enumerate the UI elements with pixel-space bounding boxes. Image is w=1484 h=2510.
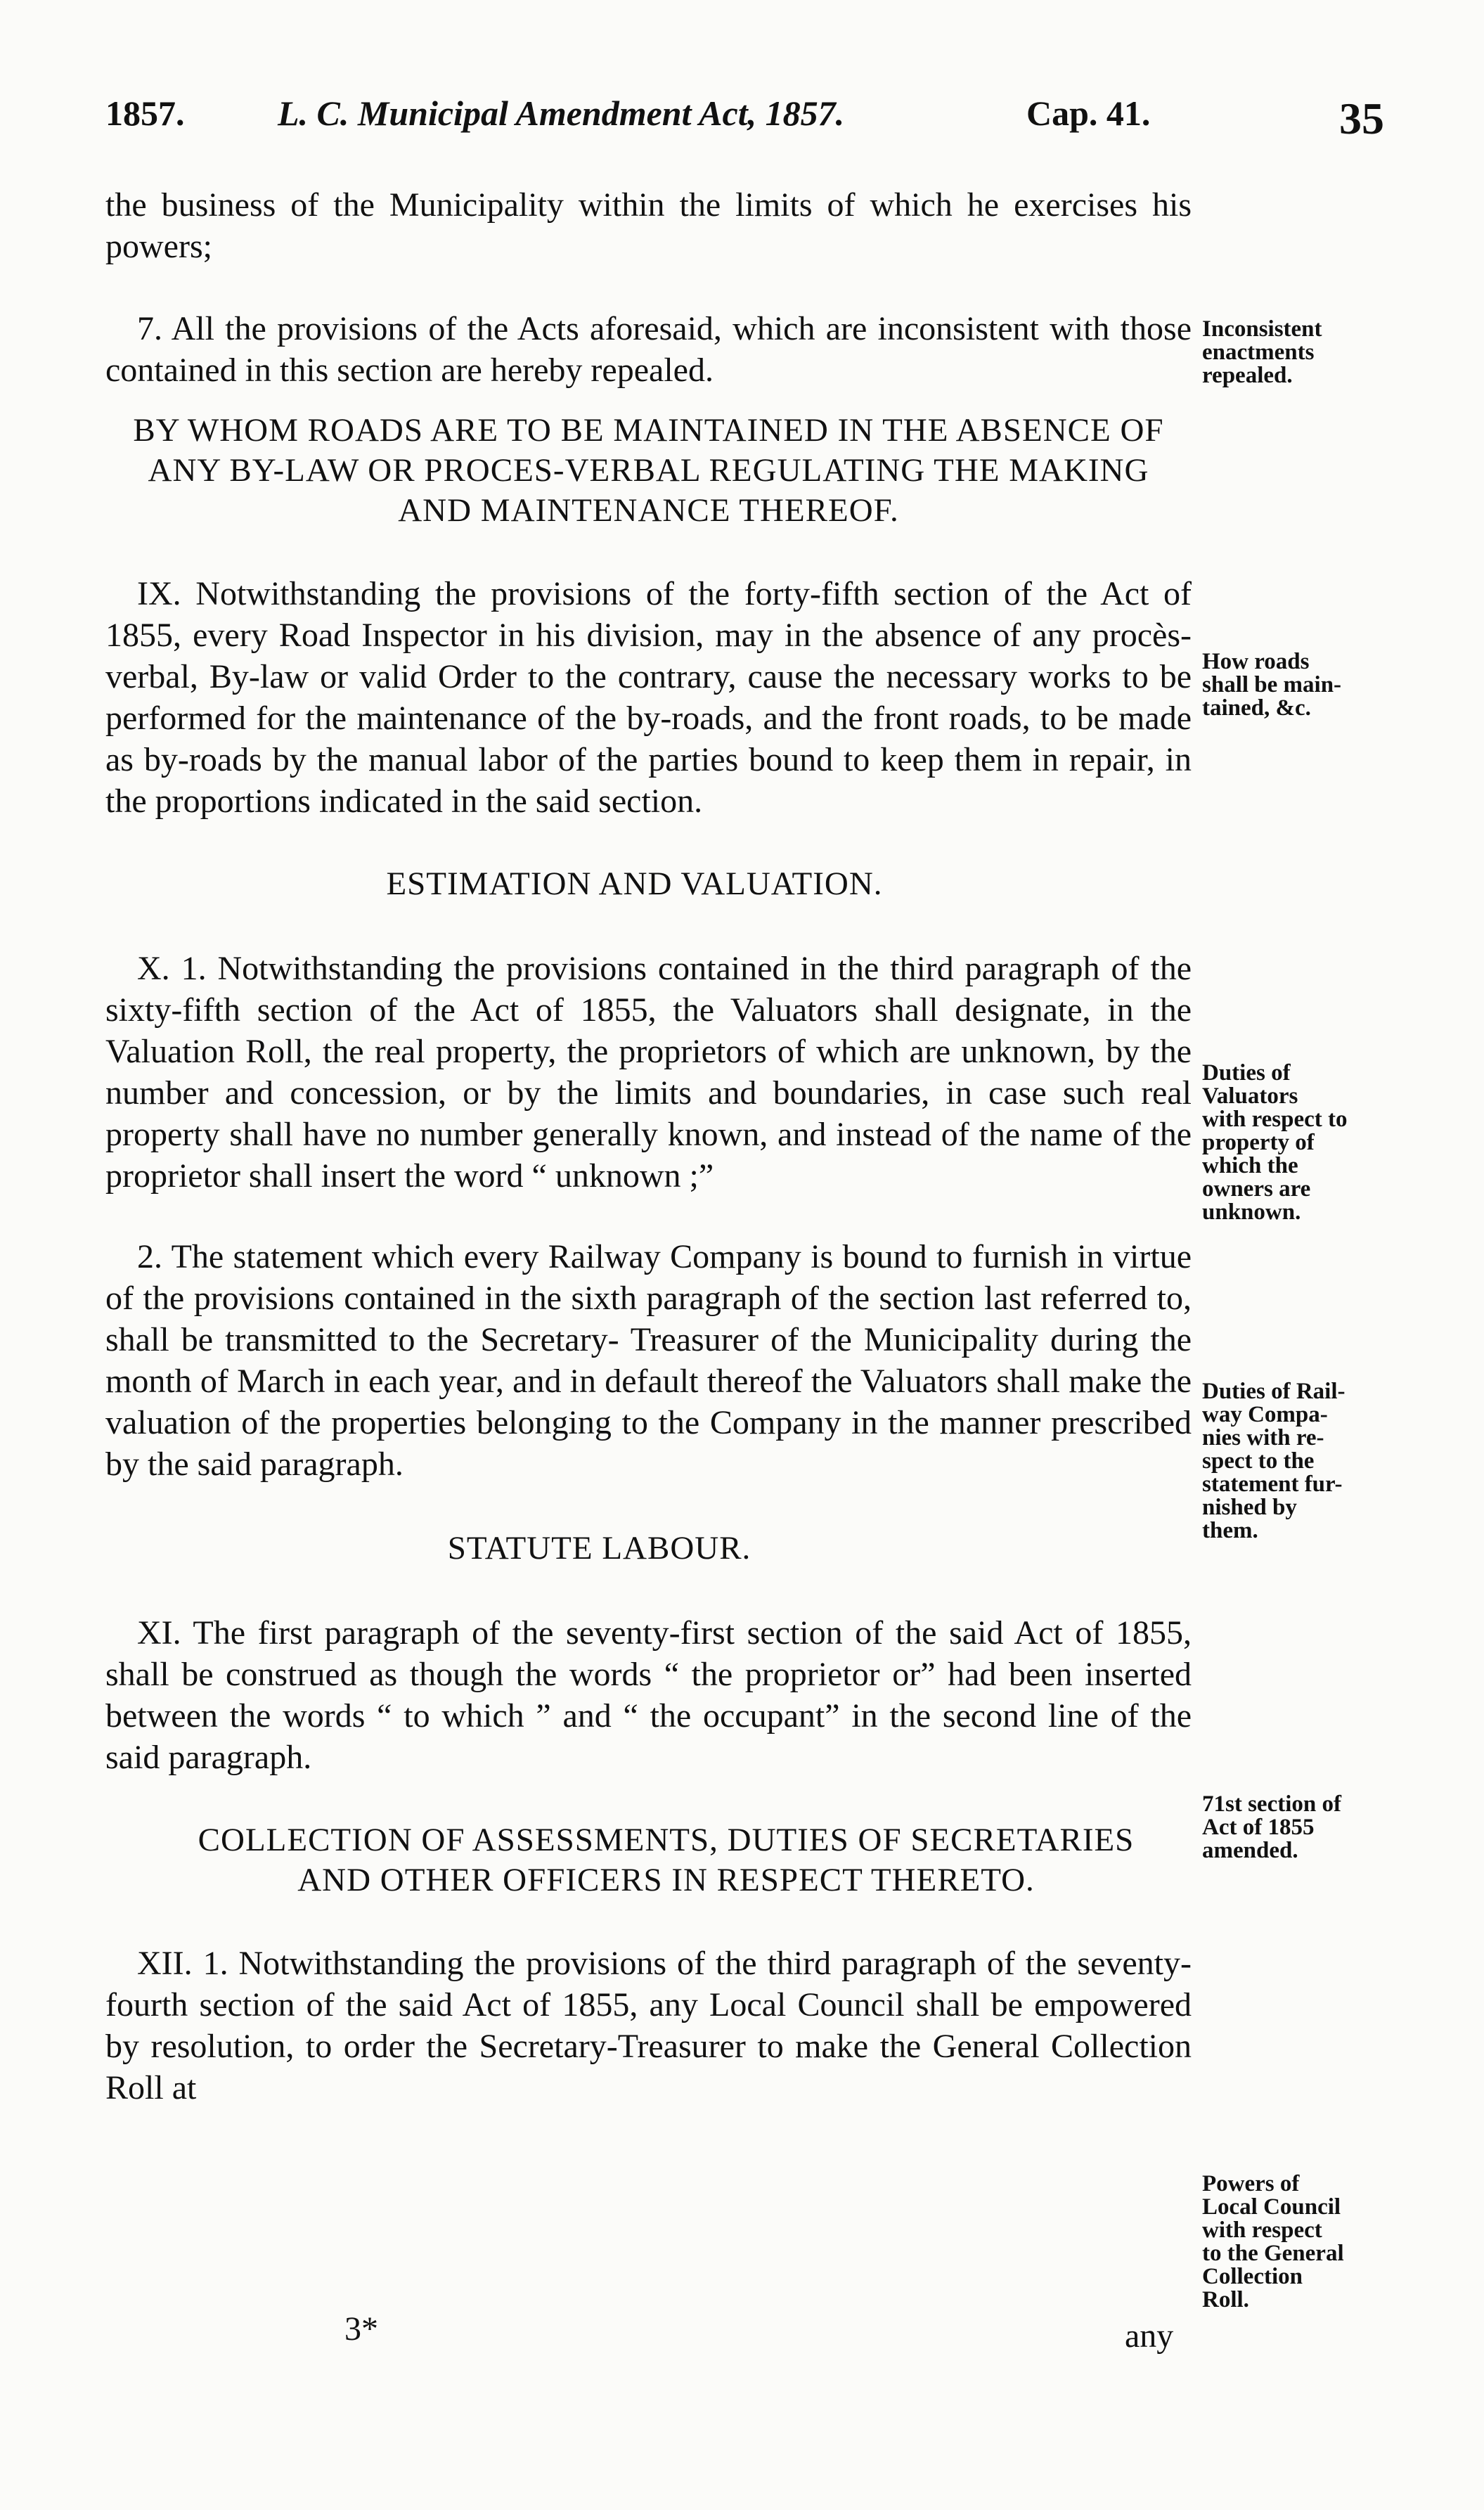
paragraph-xii-1: XII. 1. Notwithstanding the provisions of the third paragraph of the seventy-fourth section of the said Act of 1855, any Local Council shall be empowered by resolution, to order the Secretary-Treasurer to make the General Collection Roll at	[105, 1945, 1192, 2106]
running-head-year: 1857.	[105, 94, 185, 133]
margin-note: Duties of Valuators with respect to property of which the owners are unknown.	[1202, 1060, 1348, 1225]
margin-note: Inconsistent enactments repealed.	[1202, 316, 1322, 388]
running-head-title: L. C. Municipal Amendment Act, 1857.	[278, 94, 845, 133]
page-number: 35	[1339, 94, 1384, 143]
paragraph-continuation: the business of the Municipality within the limits of which he exercises his powers;	[105, 186, 1192, 265]
section-heading-statute-labour: STATUTE LABOUR.	[447, 1530, 751, 1566]
paragraph-xi: XI. The first paragraph of the seventy-first section of the said Act of 1855, shall be construed as though the words “ the proprietor or” had been inserted between the words “ to which ” and “ the occupant” in the second line of the said paragraph.	[105, 1614, 1192, 1776]
document-page	[105, 0, 1427, 2510]
section-heading-roads: BY WHOM ROADS ARE TO BE MAINTAINED IN THE ABSENCE OF ANY BY-LAW OR PROCES-VERBAL REGULATING THE MAKING AND MAINTENANCE THEREOF.	[133, 412, 1164, 529]
margin-note: Powers of Local Council with respect to the General Collection Roll.	[1202, 2171, 1344, 2312]
section-heading-valuation: ESTIMATION AND VALUATION.	[386, 865, 883, 902]
catchword: any	[1125, 2317, 1174, 2355]
running-head-chapter: Cap. 41.	[1026, 94, 1151, 133]
paragraph-7: 7. All the provisions of the Acts aforesaid, which are inconsistent with those contained in this section are hereby repealed.	[105, 310, 1192, 389]
margin-note: How roads shall be main- tained, &c.	[1202, 649, 1342, 721]
margin-note: Duties of Rail- way Compa- nies with re- spect to the statement fur- nished by them.	[1202, 1379, 1346, 1543]
body-text	[105, 184, 1192, 2109]
paragraph-x-2: 2. The statement which every Railway Company is bound to furnish in virtue of the provisions contained in the sixth paragraph of the section last referred to, shall be transmitted to the Secretary- Treasurer of the Municipality during the month of March in each year, and in default thereof the Valuators shall make the valuation of the properties belonging to the Company in the manner prescribed by the said paragraph.	[105, 1238, 1192, 1483]
margin-note: 71st section of Act of 1855 amended.	[1202, 1791, 1341, 1863]
running-head	[105, 93, 1413, 149]
paragraph-ix: IX. Notwithstanding the provisions of the forty-fifth section of the Act of 1855, every Road Inspector in his division, may in the absence of any procès-verbal, By-law or valid Order to the contrary, cause the necessary works to be performed for the maintenance of the by-roads, and the front roads, to be made as by-roads by the manual labor of the parties bound to keep them in repair, in the proportions indicated in the said section.	[105, 575, 1192, 820]
signature-mark: 3*	[344, 2310, 378, 2348]
section-heading-collection: COLLECTION OF ASSESSMENTS, DUTIES OF SECRETARIES AND OTHER OFFICERS IN RESPECT THERETO.	[198, 1822, 1135, 1898]
paragraph-x-1: X. 1. Notwithstanding the provisions contained in the third paragraph of the sixty-fifth section of the Act of 1855, the Valuators shall designate, in the Valuation Roll, the real property, the proprietors of which are unknown, by the number and concession, or by the limits and boundaries, in case such real property shall have no number generally known, and instead of the name of the proprietor shall insert the word “ unknown ;”	[105, 950, 1192, 1195]
